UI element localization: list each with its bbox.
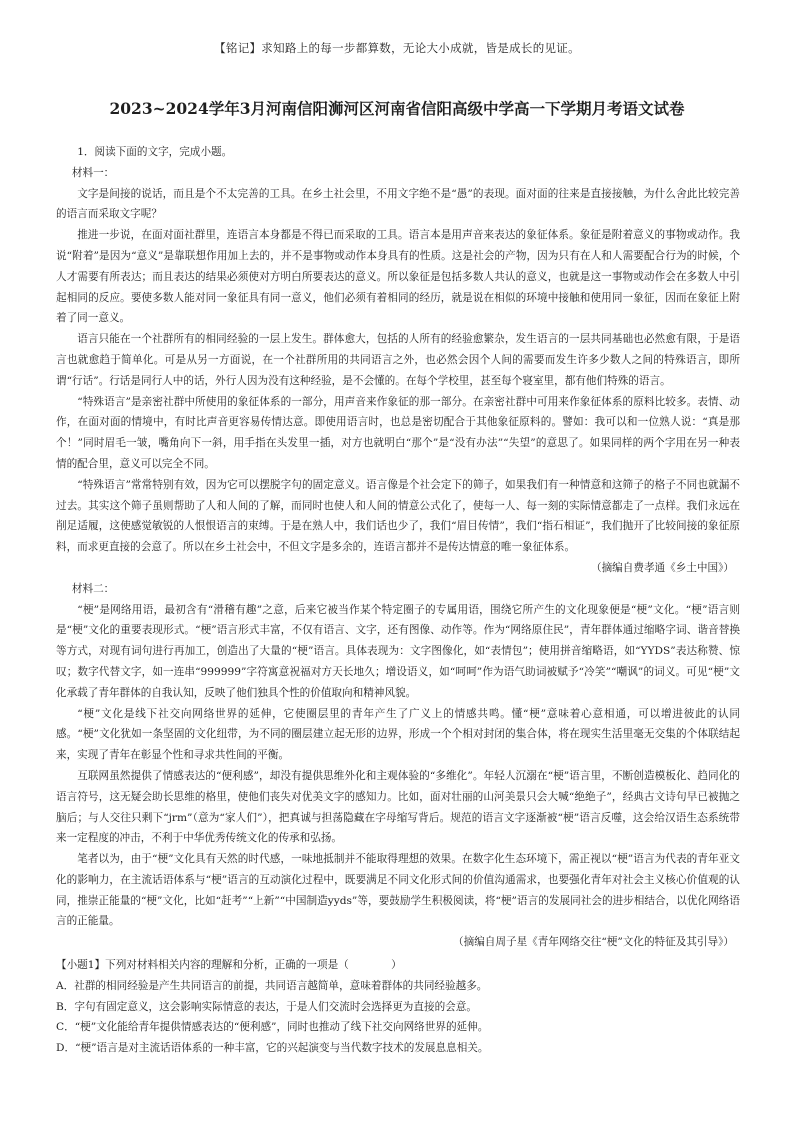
material1-paragraph: “特殊语言”是亲密社群中所使用的象征体系的一部分，用声音来作象征的那一部分。在亲密社群中可用来作象征体系的原料比较多。表情、动作，在面对面的情境中，有时比声音更容易传情达意。即使用语言时，也总是密切配合于其他象征原料的。譬如：我可以和一位熟人说：“真是那个！”同时眉毛一皱，嘴角向下一斜，用手指在头发里一插，对方也就明白“那个”是“没有办法”“失望”的意思了。如果同样的两个字用在另一种表情的配合里，意义可以完全不同。 xyxy=(56,395,740,470)
material1-paragraph: 语言只能在一个社群所有的相同经验的一层上发生。群体愈大，包括的人所有的经验愈繁杂，发生语言的一层共同基础也必然愈有限，于是语言也就愈趋于简单化。可是从另一方面说，在一个社群所用的共同语言之外，也必然会因个人间的需要而发生许多少数人之间的特殊语言，即所谓“行话”。行话是同行人中的话，外行人因为没有这种经验，是不会懂的。在每个学校里，甚至每个寝室里，都有他们特殊的语言。 xyxy=(56,333,740,387)
material1-paragraph: 推进一步说，在面对面社群里，连语言本身都是不得已而采取的工具。语言本是用声音来表达的象征体系。象征是附着意义的事物或动作。我说“附着”是因为“意义”是靠联想作用加上去的，并不是事物或动作本身具有的性质。这是社会的产物，因为只有在人和人需要配合行为的时候，个人才需要有所表达；而且表达的结果必须使对方明白所要表达的意义。所以象征是包括多数人共认的意义，也就是这一事物或动作会在多数人中引起相同的反应。要使多数人能对同一象征具有同一意义，他们必须有着相同的经历，就是说在相似的环境中接触和使用同一象征，因而在象征上附着了同一意义。 xyxy=(56,229,740,325)
material2-paragraph: “梗”文化是线下社交向网络世界的延伸，它使圈层里的青年产生了广义上的情感共鸣。懂“梗”意味着心意相通，可以增进彼此的认同感。“梗”文化犹如一条坚固的文化纽带，为不同的圈层建立起无形的边界，形成一个个相对封闭的集合体，将在现实生活里毫无交集的个体联结起来，实现了青年在彰显个性和寻求共性间的平衡。 xyxy=(56,707,740,762)
page-motto: 【铭记】求知路上的每一步都算数，无论大小成就，皆是成长的见证。 xyxy=(214,41,580,55)
material2-paragraph: 笔者以为，由于“梗”文化具有天然的时代感，一味地抵制并不能取得理想的效果。在数字化生态环境下，需正视以“梗”语言为代表的青年亚文化的影响力，在主流话语体系与“梗”语言的互动演化过程中，既要满足不同文化形式间的价值沟通需求，也要强化青年对社会主义核心价值观的认同，推崇正能量的“梗”文化，比如“赶考”“上新”“中国制造yyds”等，要鼓励学生积极阅读，将“梗”语言的发展同社会的进步相结合，以优化网络语言的正能量。 xyxy=(56,853,740,928)
page-title: 2023~2024学年3月河南信阳浉河区河南省信阳高级中学高一下学期月考语文试卷 xyxy=(109,99,685,118)
option-a: A．社群的相同经验是产生共同语言的前提，共同语言越简单，意味着群体的共同经验越多。 xyxy=(56,979,488,992)
question-stem: 【小题1】下列对材料相关内容的理解和分析，正确的一项是（ ） xyxy=(56,959,402,972)
instruction: 1．阅读下面的文字，完成小题。 xyxy=(77,146,233,158)
material2-label: 材料二： xyxy=(71,582,115,595)
option-c: C．“梗”文化能给青年提供情感表达的“便利感”，同时也推动了线下社交向网络世界的延伸。 xyxy=(56,1021,489,1034)
document-body xyxy=(56,142,740,1059)
material1-source: （摘编自费孝通《乡土中国》） xyxy=(590,561,734,574)
material2-paragraph: 互联网虽然提供了情感表达的“便利感”，却没有提供思维外化和主观体验的“多维化”。年轻人沉溺在“梗”语言里，不断创造模板化、趋同化的语言符号，这无疑会助长思维的格里，使他们丧失对优美文字的感知力。比如，面对壮丽的山河美景只会大喊“绝绝子”，经典古文诗句早已被抛之脑后；与人交往只剩下“jrm”（意为“家人们”），把真诚与担荡隐藏在字母缩写背后。规范的语言文字逐渐被“梗”语言反噬，这会给汉语生态系统带来一定程度的冲击，不利于中华优秀传统文化的传承和弘扬。 xyxy=(56,769,740,845)
material1-paragraph: 文字是间接的说话，而且是个不太完善的工具。在乡土社会里，不用文字绝不是“愚”的表现。面对面的往来是直接接触，为什么舍此比较完善的语言而采取文字呢？ xyxy=(56,187,740,221)
material1-label: 材料一： xyxy=(71,166,115,179)
option-b: B．字句有固定意义，这会影响实际情意的表达，于是人们交流时会选择更为直接的会意。 xyxy=(56,1000,477,1013)
material2-paragraph: “梗”是网络用语，最初含有“滑稽有趣”之意，后来它被当作某个特定圈子的专属用语，围绕它所产生的文化现象便是“梗”文化。“梗”语言则是“梗”文化的重要表现形式。“梗”语言形式丰富，不仅有语言、文字，还有图像、动作等。作为“网络原住民”，青年群体通过缩略字词、谐音替换等方式，对现有词句进行再加工，创造出了大量的“梗”语言。具体表现为：文字图像化，如“表情包”；使用拼音缩略语，如“YYDS”表达称赞、惊叹；数字代替文字，如一连串“999999”字符寓意祝福对方天长地久；增设语义，如“呵呵”作为语气助词被赋予“冷笑”“嘲讽”的词义。可见“梗”文化承载了青年群体的自我认知，反映了他们独具个性的价值取向和精神风貌。 xyxy=(56,603,740,699)
material1-paragraph: “特殊语言”常常特别有效，因为它可以摆脱字句的固定意义。语言像是个社会定下的筛子，如果我们有一种情意和这筛子的格子不同也就漏不过去。其实这个筛子虽则帮助了人和人间的了解，而同时也使人和人间的情意公式化了，使每一人、每一刻的实际情意都走了一点样。我们永远在削足适履，这使感觉敏锐的人恨恨语言的束缚。于是在熟人中，我们话也少了，我们“眉目传情”，我们“指石相证”，我们抛开了比较间接的象征原料，而求更直接的会意了。所以在乡土社会中，不但文字是多余的，连语言都并不是传达情意的唯一象征体系。 xyxy=(56,478,740,554)
material2-source: （摘编自周子星《青年网络交往“梗”文化的特征及其引导》） xyxy=(453,936,734,949)
option-d: D．“梗”语言是对主流话语体系的一种丰富，它的兴起演变与当代数字技术的发展息息相关。 xyxy=(56,1042,489,1055)
